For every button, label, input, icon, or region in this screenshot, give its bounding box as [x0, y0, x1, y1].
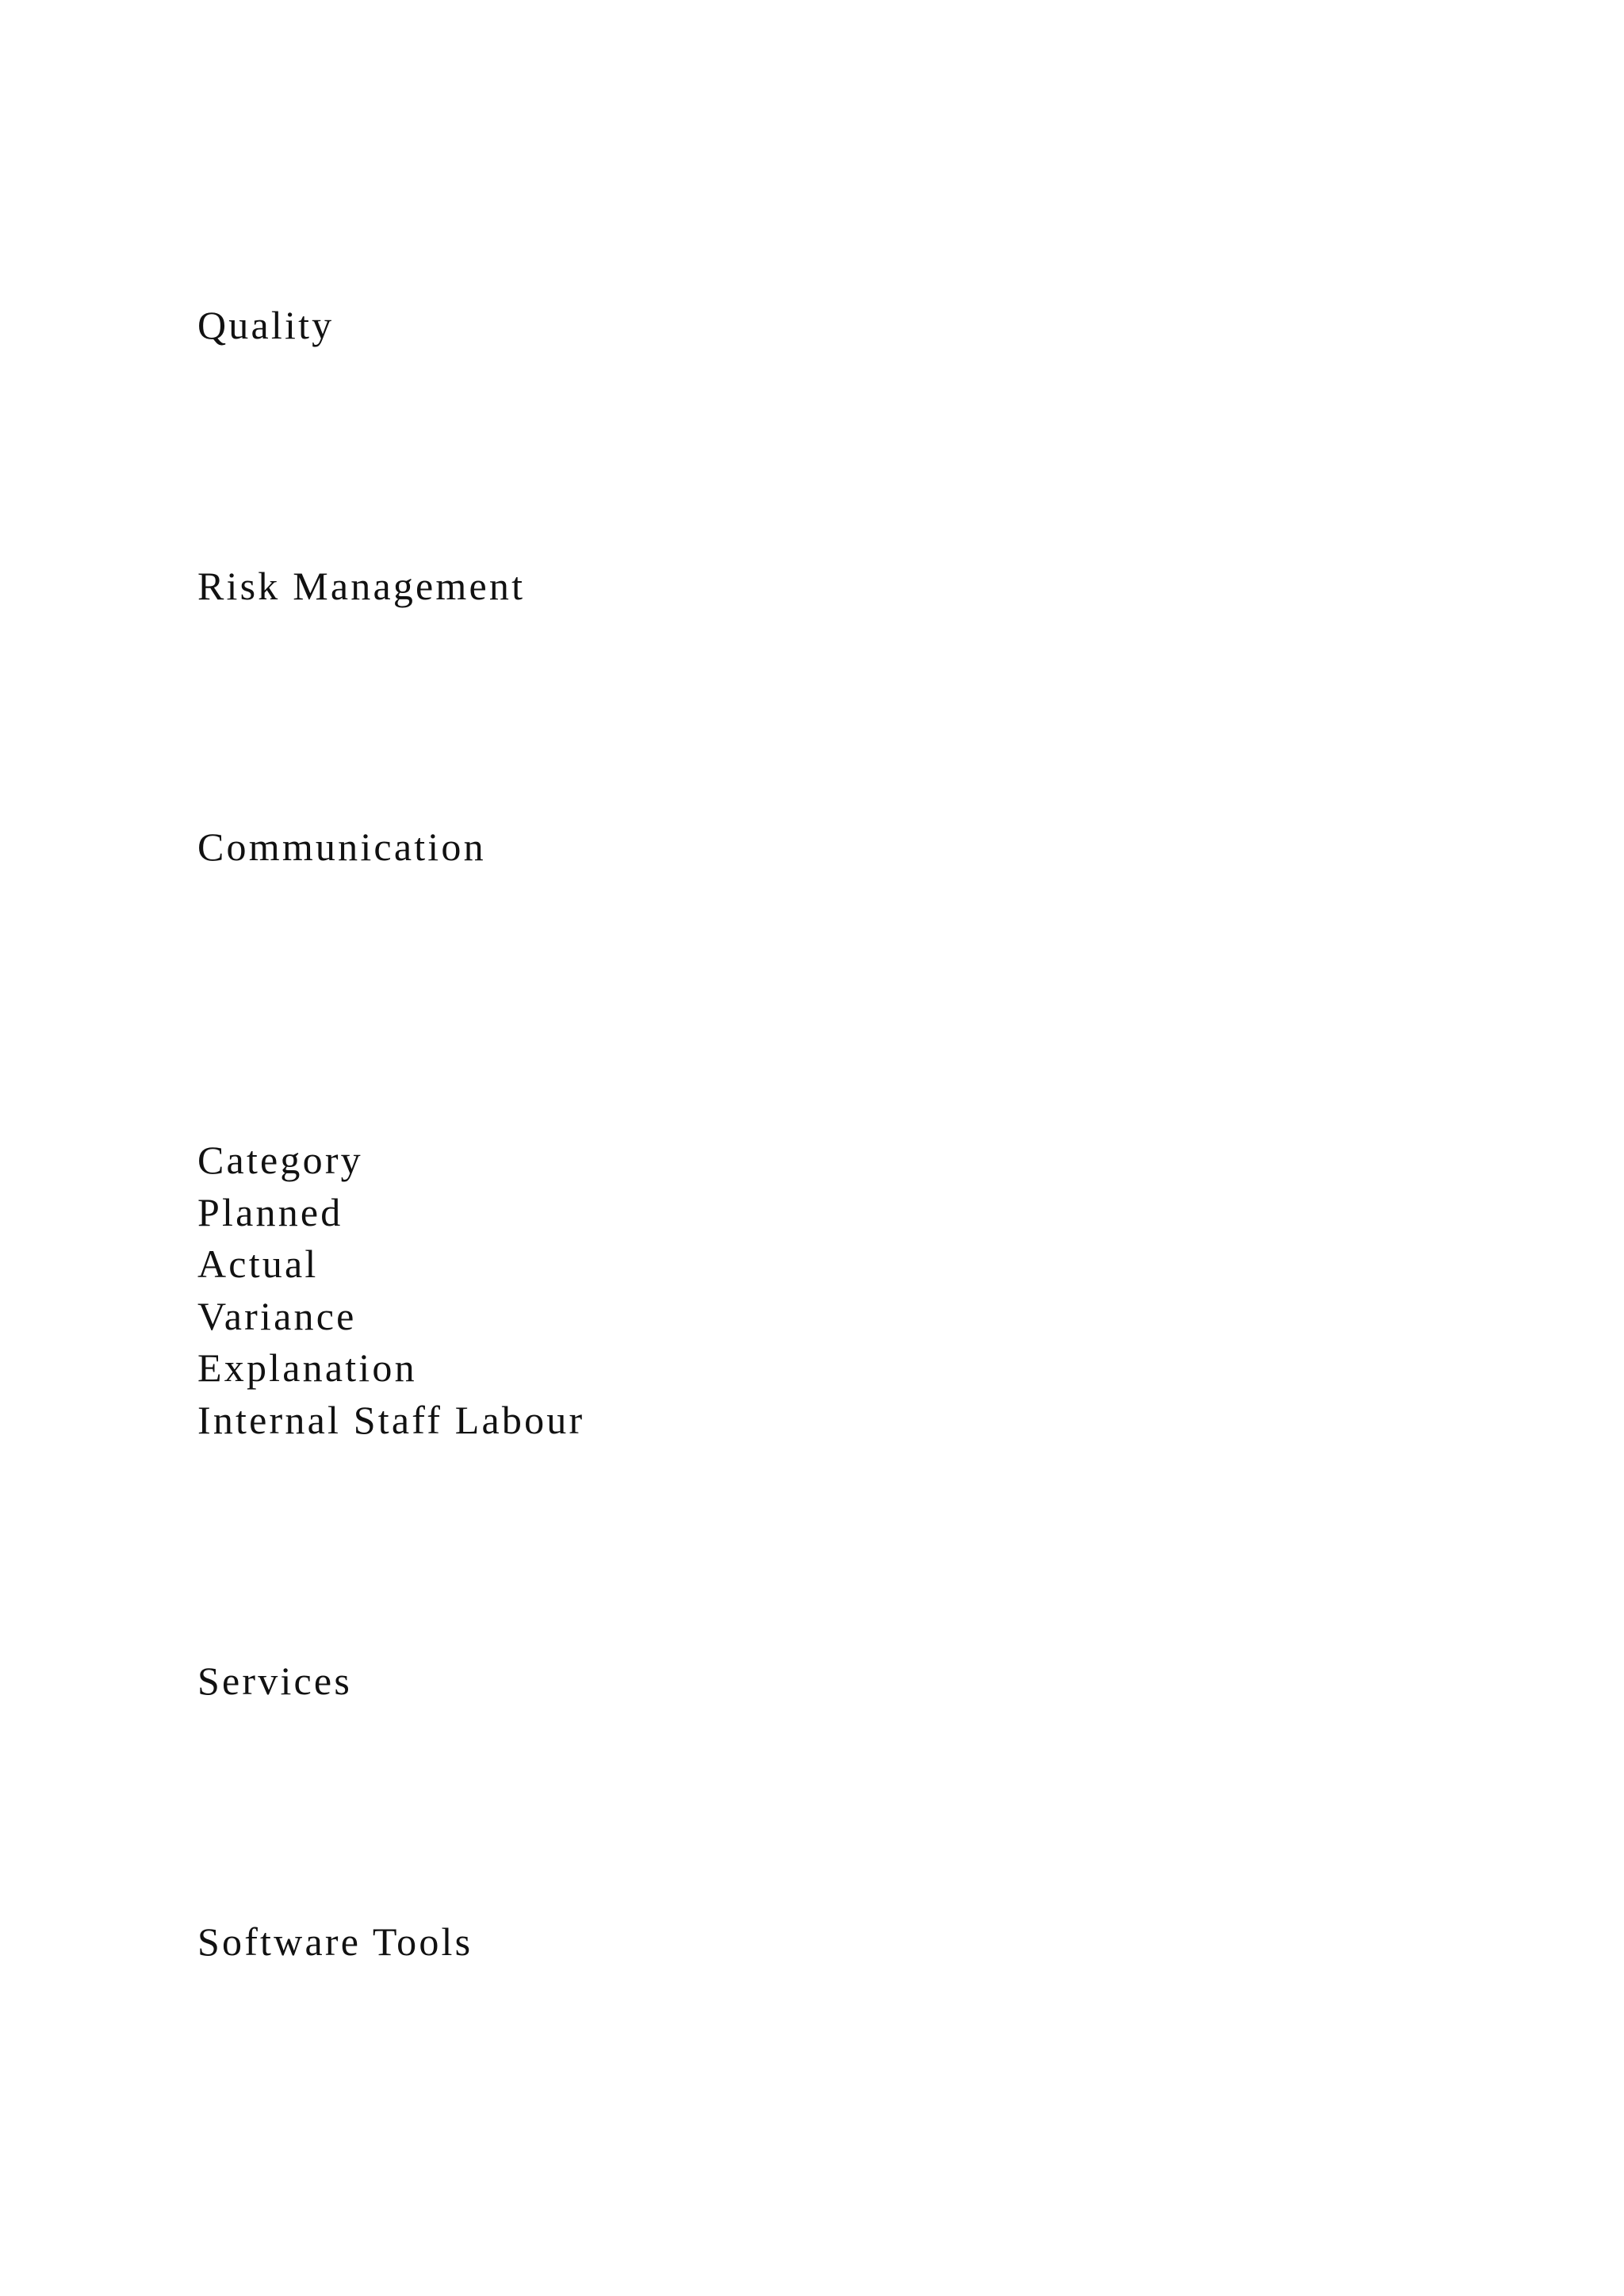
table-header-category: Category: [197, 1138, 363, 1182]
table-header-explanation: Explanation: [197, 1345, 417, 1390]
table-header-variance: Variance: [197, 1294, 357, 1338]
table-header-planned: Planned: [197, 1190, 343, 1234]
table-row-internal-staff-labour: Internal Staff Labour: [197, 1398, 585, 1442]
heading-risk-management: Risk Management: [197, 564, 526, 608]
table-row-software-tools: Software Tools: [197, 1919, 473, 1964]
heading-quality: Quality: [197, 303, 335, 347]
table-row-services: Services: [197, 1659, 352, 1703]
heading-communication: Communication: [197, 825, 486, 869]
table-header-actual: Actual: [197, 1242, 319, 1286]
